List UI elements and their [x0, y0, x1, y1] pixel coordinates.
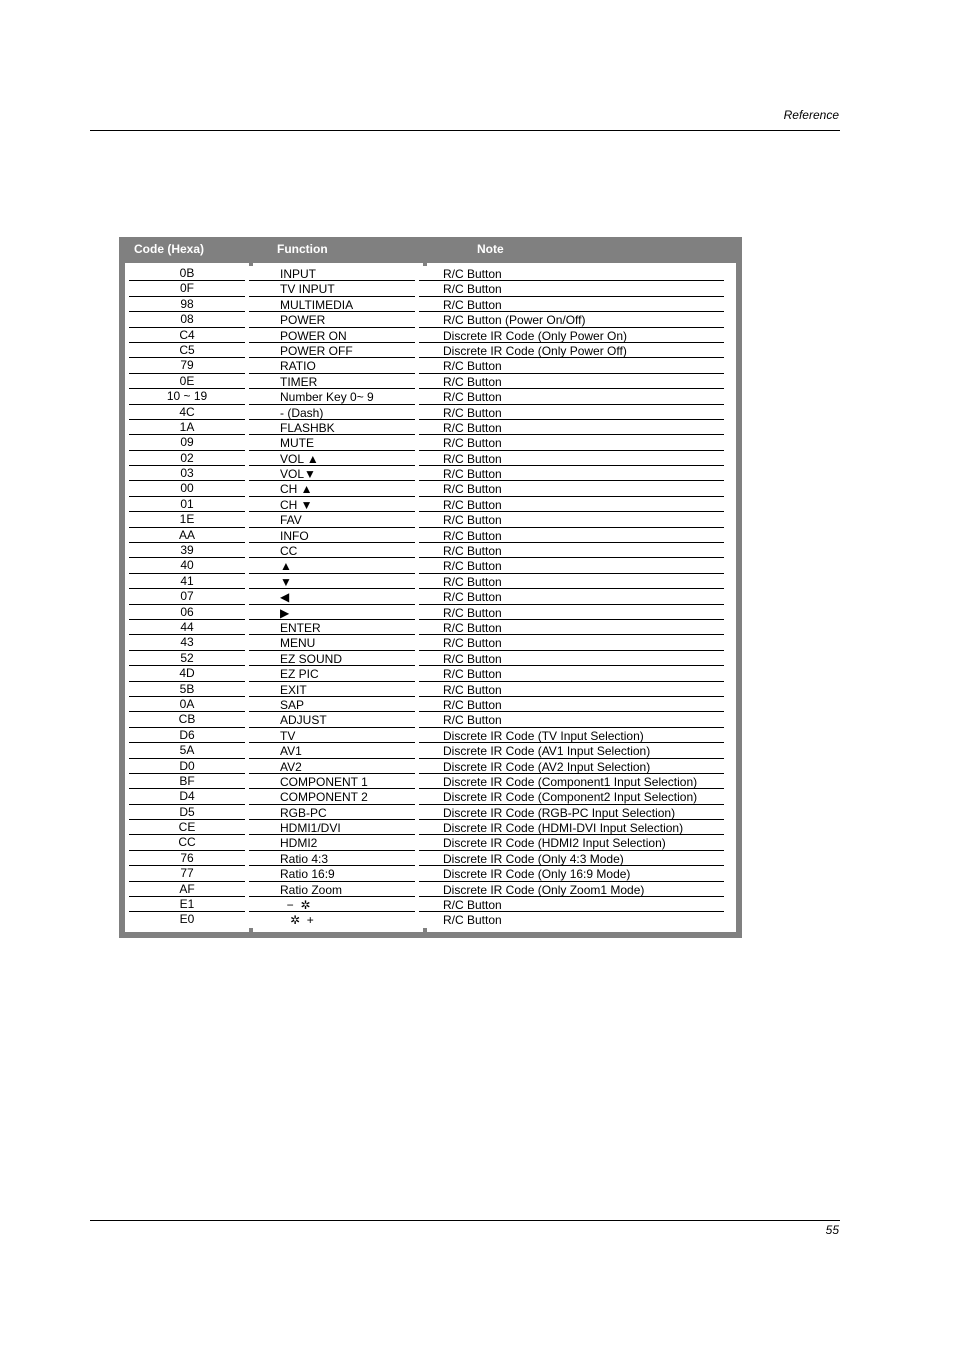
function-cell: EZ SOUND — [249, 651, 415, 666]
note-cell: R/C Button (Power On/Off) — [419, 312, 724, 327]
function-cell: CH ▲ — [249, 481, 415, 496]
note-cell: R/C Button — [419, 543, 724, 558]
table-row — [119, 281, 742, 296]
table-row — [119, 882, 742, 897]
note-cell: R/C Button — [419, 605, 724, 620]
function-cell: FAV — [249, 512, 415, 527]
code-cell: D0 — [129, 759, 245, 774]
table-row — [119, 912, 742, 927]
code-cell: D5 — [129, 805, 245, 820]
table-row — [119, 866, 742, 881]
note-cell: R/C Button — [419, 666, 724, 681]
note-cell: R/C Button — [419, 435, 724, 450]
table-row — [119, 389, 742, 404]
function-cell: SAP — [249, 697, 415, 712]
note-cell: R/C Button — [419, 912, 724, 927]
note-cell: R/C Button — [419, 682, 724, 697]
code-cell: D6 — [129, 728, 245, 743]
table-row — [119, 897, 742, 912]
function-cell: MUTE — [249, 435, 415, 450]
note-cell: R/C Button — [419, 497, 724, 512]
table-row — [119, 328, 742, 343]
note-cell: R/C Button — [419, 451, 724, 466]
code-cell: E0 — [129, 912, 245, 927]
table-row — [119, 820, 742, 835]
code-cell: 5B — [129, 682, 245, 697]
note-cell: Discrete IR Code (AV1 Input Selection) — [419, 743, 724, 758]
table-row — [119, 712, 742, 727]
table-row — [119, 466, 742, 481]
code-cell: 79 — [129, 358, 245, 373]
table-row — [119, 558, 742, 573]
note-cell: Discrete IR Code (Component1 Input Selection) — [419, 774, 724, 789]
table-row — [119, 405, 742, 420]
table-row — [119, 358, 742, 373]
function-cell: INFO — [249, 528, 415, 543]
function-cell: ▶ — [249, 605, 415, 620]
table-row — [119, 697, 742, 712]
function-cell: COMPONENT 1 — [249, 774, 415, 789]
note-cell: R/C Button — [419, 481, 724, 496]
note-cell: R/C Button — [419, 620, 724, 635]
table-row — [119, 266, 742, 281]
note-cell: Discrete IR Code (AV2 Input Selection) — [419, 759, 724, 774]
code-cell: 09 — [129, 435, 245, 450]
function-cell: VOL▼ — [249, 466, 415, 481]
code-cell: E1 — [129, 897, 245, 912]
table-row — [119, 605, 742, 620]
note-cell: R/C Button — [419, 635, 724, 650]
note-cell: Discrete IR Code (Component2 Input Selection) — [419, 789, 724, 804]
function-cell: TIMER — [249, 374, 415, 389]
note-cell: Discrete IR Code (HDMI-DVI Input Selection) — [419, 820, 724, 835]
table-row — [119, 420, 742, 435]
function-cell: - (Dash) — [249, 405, 415, 420]
code-cell: 0F — [129, 281, 245, 296]
function-cell: TV INPUT — [249, 281, 415, 296]
code-cell: 08 — [129, 312, 245, 327]
code-cell: 5A — [129, 743, 245, 758]
column-header-function: Function — [277, 242, 328, 256]
footer-rule — [90, 1220, 840, 1221]
code-cell: 02 — [129, 451, 245, 466]
table-body — [119, 266, 742, 928]
code-cell: 52 — [129, 651, 245, 666]
function-cell: ✲ + — [249, 912, 415, 927]
table-row — [119, 835, 742, 850]
function-cell: CC — [249, 543, 415, 558]
code-cell: 40 — [129, 558, 245, 573]
function-cell: Ratio Zoom — [249, 882, 415, 897]
table-row — [119, 374, 742, 389]
note-cell: Discrete IR Code (Only Power On) — [419, 328, 724, 343]
code-cell: BF — [129, 774, 245, 789]
table-row — [119, 682, 742, 697]
column-header-note: Note — [477, 242, 504, 256]
note-cell: R/C Button — [419, 358, 724, 373]
table-row — [119, 743, 742, 758]
note-cell: R/C Button — [419, 374, 724, 389]
code-cell: 0A — [129, 697, 245, 712]
table-row — [119, 528, 742, 543]
note-cell: R/C Button — [419, 712, 724, 727]
code-cell: D4 — [129, 789, 245, 804]
column-header-code: Code (Hexa) — [134, 242, 205, 256]
table-row — [119, 481, 742, 496]
function-cell: HDMI2 — [249, 835, 415, 850]
note-cell: Discrete IR Code (HDMI2 Input Selection) — [419, 835, 724, 850]
page-number: 55 — [825, 1223, 839, 1237]
code-cell: 0B — [129, 266, 245, 281]
function-cell: ▼ — [249, 574, 415, 589]
note-cell: R/C Button — [419, 651, 724, 666]
function-cell: VOL ▲ — [249, 451, 415, 466]
note-cell: R/C Button — [419, 697, 724, 712]
code-cell: 1E — [129, 512, 245, 527]
code-cell: 98 — [129, 297, 245, 312]
code-cell: 4D — [129, 666, 245, 681]
code-cell: CC — [129, 835, 245, 850]
function-cell: MENU — [249, 635, 415, 650]
function-cell: − ✲ — [249, 897, 415, 912]
function-cell: TV — [249, 728, 415, 743]
note-cell: R/C Button — [419, 589, 724, 604]
table-row — [119, 759, 742, 774]
code-cell: 07 — [129, 589, 245, 604]
function-cell: POWER ON — [249, 328, 415, 343]
table-row — [119, 589, 742, 604]
table-row — [119, 343, 742, 358]
code-cell: 00 — [129, 481, 245, 496]
function-cell: FLASHBK — [249, 420, 415, 435]
function-cell: CH ▼ — [249, 497, 415, 512]
table-row — [119, 635, 742, 650]
note-cell: R/C Button — [419, 512, 724, 527]
table-row — [119, 789, 742, 804]
code-cell: CE — [129, 820, 245, 835]
function-cell: Number Key 0~ 9 — [249, 389, 415, 404]
note-cell: R/C Button — [419, 466, 724, 481]
function-cell: EZ PIC — [249, 666, 415, 681]
code-cell: 1A — [129, 420, 245, 435]
note-cell: R/C Button — [419, 528, 724, 543]
function-cell: EXIT — [249, 682, 415, 697]
table-row — [119, 774, 742, 789]
note-cell: R/C Button — [419, 389, 724, 404]
note-cell: R/C Button — [419, 558, 724, 573]
table-row — [119, 312, 742, 327]
note-cell: R/C Button — [419, 266, 724, 281]
note-cell: R/C Button — [419, 405, 724, 420]
code-cell: 76 — [129, 851, 245, 866]
function-cell: AV2 — [249, 759, 415, 774]
ir-code-table — [119, 237, 742, 938]
header-rule — [90, 130, 840, 131]
note-cell: R/C Button — [419, 897, 724, 912]
code-cell: 77 — [129, 866, 245, 881]
function-cell: HDMI1/DVI — [249, 820, 415, 835]
function-cell: COMPONENT 2 — [249, 789, 415, 804]
function-cell: INPUT — [249, 266, 415, 281]
code-cell: 10 ~ 19 — [129, 389, 245, 404]
table-row — [119, 805, 742, 820]
note-cell: R/C Button — [419, 297, 724, 312]
note-cell: Discrete IR Code (Only 16:9 Mode) — [419, 866, 724, 881]
note-cell: Discrete IR Code (RGB-PC Input Selection) — [419, 805, 724, 820]
table-row — [119, 666, 742, 681]
function-cell: RATIO — [249, 358, 415, 373]
table-row — [119, 451, 742, 466]
table-row — [119, 435, 742, 450]
note-cell: R/C Button — [419, 420, 724, 435]
code-cell: 39 — [129, 543, 245, 558]
code-cell: 06 — [129, 605, 245, 620]
code-cell: 41 — [129, 574, 245, 589]
table-row — [119, 574, 742, 589]
function-cell: ENTER — [249, 620, 415, 635]
note-cell: Discrete IR Code (Only Zoom1 Mode) — [419, 882, 724, 897]
table-row — [119, 851, 742, 866]
note-cell: Discrete IR Code (Only Power Off) — [419, 343, 724, 358]
code-cell: 43 — [129, 635, 245, 650]
note-cell: Discrete IR Code (Only 4:3 Mode) — [419, 851, 724, 866]
table-row — [119, 543, 742, 558]
function-cell: AV1 — [249, 743, 415, 758]
code-cell: C5 — [129, 343, 245, 358]
function-cell: Ratio 4:3 — [249, 851, 415, 866]
code-cell: AF — [129, 882, 245, 897]
note-cell: Discrete IR Code (TV Input Selection) — [419, 728, 724, 743]
code-cell: 0E — [129, 374, 245, 389]
table-row — [119, 651, 742, 666]
note-cell: R/C Button — [419, 574, 724, 589]
code-cell: AA — [129, 528, 245, 543]
function-cell: ▲ — [249, 558, 415, 573]
table-row — [119, 297, 742, 312]
function-cell: ◀ — [249, 589, 415, 604]
function-cell: POWER OFF — [249, 343, 415, 358]
table-row — [119, 512, 742, 527]
code-cell: 03 — [129, 466, 245, 481]
code-cell: 01 — [129, 497, 245, 512]
code-cell: C4 — [129, 328, 245, 343]
table-row — [119, 728, 742, 743]
function-cell: Ratio 16:9 — [249, 866, 415, 881]
function-cell: ADJUST — [249, 712, 415, 727]
function-cell: POWER — [249, 312, 415, 327]
table-row — [119, 620, 742, 635]
section-label: Reference — [783, 108, 839, 122]
function-cell: RGB-PC — [249, 805, 415, 820]
code-cell: 4C — [129, 405, 245, 420]
code-cell: 44 — [129, 620, 245, 635]
table-row — [119, 497, 742, 512]
function-cell: MULTIMEDIA — [249, 297, 415, 312]
note-cell: R/C Button — [419, 281, 724, 296]
code-cell: CB — [129, 712, 245, 727]
